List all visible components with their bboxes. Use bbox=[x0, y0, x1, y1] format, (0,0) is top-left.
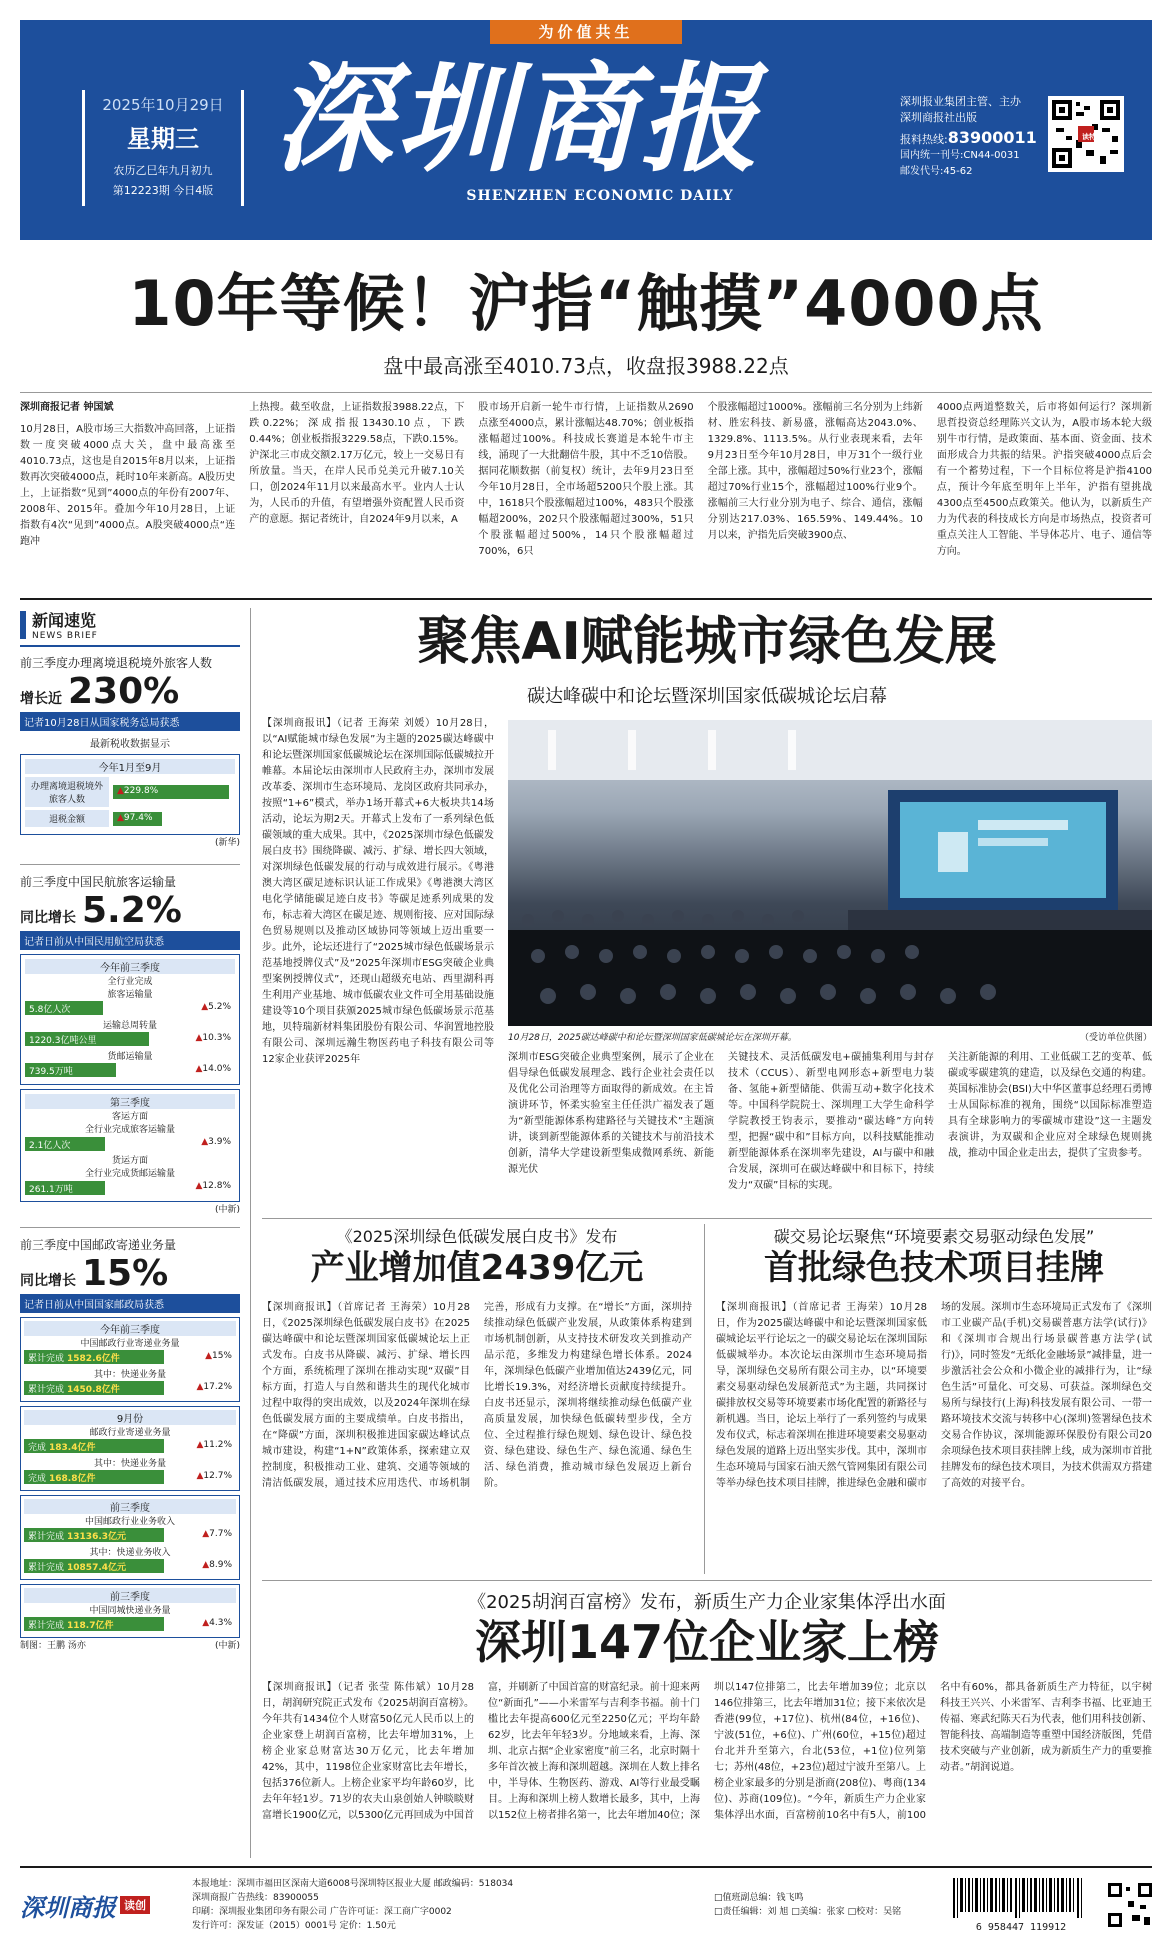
brief-1-subtitle: 最新税收数据显示 bbox=[90, 739, 170, 750]
white-headline: 产业增加值2439亿元 bbox=[310, 1248, 644, 1288]
footer-logo: 深圳商报 bbox=[20, 1892, 116, 1922]
rich-headline: 深圳147位企业家上榜 bbox=[474, 1615, 940, 1669]
footer-line-3: 印刷：深圳报业集团印务有限公司 广告许可证：深工商广字0002 bbox=[192, 1907, 452, 1917]
brief-1-growth-label: 增长近 bbox=[20, 691, 62, 707]
postal-code: 邮发代号:45-62 bbox=[900, 166, 973, 177]
ai-body-mid: 深圳市ESG突破企业典型案例，展示了企业在倡导绿色低碳发展理念、践行企业社会责任以及优化公司治理等方面取得的新成效。在主旨演讲环节，怀柔实验室主任任洪广福发表了题为“新型能源体系构建路径与关键技术”主题演讲，谈到新型能源体系的关键技术与前沿技术创新，清华大学建设新型集成微网系统、新能源光伏 bbox=[508, 1052, 714, 1175]
footer-mid bbox=[192, 1877, 702, 1933]
qr-tag: 读特 bbox=[1082, 133, 1096, 141]
brief-2-q3-title: 第三季度 bbox=[25, 1094, 235, 1109]
brief-2-credit: (中新) bbox=[214, 1205, 240, 1215]
brief-2-q1-title: 今年前三季度 bbox=[25, 959, 235, 974]
brief-3-box-3 bbox=[20, 1495, 240, 1580]
footer-logo-block bbox=[20, 1888, 180, 1923]
brief-2-row-label: 货邮运输量 bbox=[107, 1052, 153, 1062]
brief-3-q4-title: 前三季度 bbox=[24, 1588, 236, 1603]
brief-2-row3-pct: 12.8% bbox=[202, 1181, 231, 1191]
brief-2-sub3b: 全行业完成货邮运输量 bbox=[84, 1169, 175, 1179]
qr-code[interactable] bbox=[1048, 96, 1124, 172]
white-body: 【深圳商报讯】（首席记者 王海荣）10月28日，《2025深圳绿色低碳发展白皮书》在2025碳达峰碳中和论坛暨深圳国家低碳城论坛上正式发布。白皮书从降碳、减污、扩绿、增长四个方面，系统梳理了深圳在推动实现“双碳”目标方面，打造人与自然和谐共生的现代化城市过程中取得的突出成效，以及2024年深圳在绿色低碳发展方面的主要成绩单。白皮书指出，在“降碳”方面，深圳积极推进国家碳达峰试点城市建设，构建“1+N”政策体系，探索建立双控制度，积极推动工业、建筑、交通等领域的清洁低碳发展，通过技术应用迭代、市场机制完善，形成有力支撑。在“增长”方面，深圳持续推动绿色低碳产业发展，从政策体系构建到市场机制创新，从支持技术研发攻关到推动产品示范，多维发力构建绿色增长体系。2024年，深圳绿色低碳产业增加值达2439亿元，同比增长19.3%，对经济增长贡献度持续提升。白皮书还显示，深圳将继续推动绿色低碳产业高质量发展，加快绿色低碳转型步伐，全方位、全过程推行绿色规划、绿色设计、绿色投资、绿色建设、绿色生产、绿色流通、绿色生活、绿色消费，推动城市绿色发展迈上新台阶。 bbox=[262, 1302, 692, 1489]
barcode-icon bbox=[951, 1878, 1091, 1918]
brief-2-row-pct: ▲10.3% bbox=[195, 1033, 231, 1043]
brief-2-row-pct: ▲14.0% bbox=[195, 1064, 231, 1074]
rich-kicker: 《2025胡润百富榜》发布，新质生产力企业家集体浮出水面 bbox=[468, 1592, 946, 1613]
brief-1-head: 前三季度办理离境退税境外旅客人数 bbox=[20, 656, 213, 670]
brief-2-row-bar: 5.8亿人次 bbox=[25, 1001, 103, 1015]
brief-2-growth: 5.2% bbox=[82, 890, 182, 931]
brief-1-period: 今年1月至9月 bbox=[25, 759, 235, 774]
brief-1-row-label: 办理离境退税境外旅客人数 bbox=[25, 777, 109, 807]
brief-2-row-bar: 739.5万吨 bbox=[25, 1063, 116, 1077]
brief-3-growth: 15% bbox=[82, 1253, 169, 1294]
lead-body-1: 10月28日，A股市场三大指数冲高回落，上证指数一度突破4000点大关，盘中最高涨至4010.73点，这也是自2015年8月以来，上证指数再次突破4000点，耗时10年来新高。A股历史上，上证指数“见到”4000点的年份有2007年、2008年、2015年。叠加今年10月28日，上证指数有4次“见到”4000点。A股突破4000点“连跑冲 bbox=[20, 424, 236, 547]
brief-en: NEWS BRIEF bbox=[32, 631, 98, 641]
ai-body-mid2: 关键技术、灵活低碳发电+碳捕集利用与封存技术（CCUS）、新型电网形态+新型电力装备、氢能+新型储能、供需互动+数字化技术等。中国科学院院士、深圳理工大学生命科学学院教授王钧表示，要推动“碳达峰”方向转型，把握“碳中和”目标方向，以科技赋能推动新型能源体系在深圳率先建设，AI与碳中和融合发展，深圳可在碳达峰碳中和目标下，持续发力“双碳”目标的实现。 bbox=[728, 1052, 934, 1191]
ai-caption: 10月28日，2025碳达峰碳中和论坛暨深圳国家低碳城论坛在深圳开幕。 bbox=[508, 1033, 797, 1043]
footer bbox=[20, 1872, 1152, 1938]
brief-3-q1-title: 今年前三季度 bbox=[24, 1321, 236, 1336]
white-kicker: 《2025深圳绿色低碳发展白皮书》发布 bbox=[336, 1227, 618, 1246]
brief-1-credit: (新华) bbox=[214, 838, 240, 848]
brief-3-group-bar: 累计完成 1450.8亿件 bbox=[24, 1381, 164, 1395]
lead-headline: 10年等候！沪指“触摸”4000点 bbox=[128, 267, 1044, 340]
hotline-label: 报料热线: bbox=[900, 133, 948, 146]
barcode-block bbox=[946, 1878, 1096, 1933]
brief-2-growth-label: 同比增长 bbox=[20, 910, 76, 926]
brief-3-q3-title: 前三季度 bbox=[24, 1499, 236, 1514]
brief-2-row2-value: 2.1亿人次 bbox=[29, 1140, 71, 1151]
brief-3-group-title: 其中：快递业务收入 bbox=[89, 1548, 171, 1558]
brief-3-group-pct: ▲8.9% bbox=[202, 1560, 232, 1570]
cn-number: 国内统一刊号:CN44-0031 bbox=[900, 150, 1020, 161]
brief-2-row3-bar bbox=[25, 1181, 105, 1195]
lead-body-5: 4000点两道整数关，后市将如何运行？深圳新思哲投资总经理陈兴文认为，A股市场本轮大级别牛市行情，是政策面、基本面、资金面、技术面形成合力共振的结果。沪指突破4000点后会有一个蓄势过程，下一个目标位将是沪指4100点，预计今年底至明年上半年，沪指有望挑战4300点至4500点政策关。他认为，以新质生产力为代表的科技成长方向是市场热点，投资者可重点关注人工智能、半导体芯片、电子、通信等方向。 bbox=[936, 402, 1153, 557]
brief-3-group-pct: ▲17.2% bbox=[196, 1382, 232, 1392]
brief-3-group-bar: 完成 183.4亿件 bbox=[24, 1439, 164, 1453]
conference-hall-illustration bbox=[508, 720, 1152, 1026]
lead-body-4: 个股涨幅超过1000%。涨幅前三名分别为上纬新材、胜宏科技、新易盛，涨幅高达2043.0%、1329.8%、1113.5%。从行业表现来看，去年9月23日至今年10月28日，申万31个一级行业全部上涨。其中，涨幅超过50%行业23个，涨幅超过70%行业15个，涨幅超过100%行业9个。涨幅前三大行业分别为电子、综合、通信，涨幅分别达217.03%、165.59%、149.44%。10月以来，沪指先后突破3900点、 bbox=[707, 402, 923, 541]
publisher-2: 深圳商报社出版 bbox=[900, 111, 977, 124]
brief-3-group-bar: 完成 168.8亿件 bbox=[24, 1470, 164, 1484]
brief-1-growth: 230% bbox=[68, 671, 180, 712]
brief-1-box bbox=[20, 754, 240, 835]
brief-1-row-label: 退税金额 bbox=[25, 810, 109, 827]
brief-2-row-label: 运输总周转量 bbox=[102, 1021, 157, 1031]
lead-byline: 深圳商报记者 钟国斌 bbox=[20, 402, 114, 413]
brief-2-row2-bar bbox=[25, 1137, 105, 1151]
brief-3-group-bar: 累计完成 118.7亿件 bbox=[24, 1617, 164, 1631]
brief-3-sep-title: 9月份 bbox=[24, 1410, 236, 1425]
brief-3-growth-label: 同比增长 bbox=[20, 1273, 76, 1289]
brief-3-box-1 bbox=[20, 1317, 240, 1402]
lead-body-2: 上热搜。截至收盘，上证指数报3988.22点，下跌0.22%；深成指报13430.10点，下跌0.44%；创业板指报3229.58点，下跌0.15%。沪深北三市成交额2.17万亿元，较上一交易日有所放量。当天，在岸人民币兑美元升破7.10关口，创2024年11月以来最高水平。业内人士认为，人民币的升值，有望增强外资配置人民币资产的意愿。据记者统计，自2024年9月以来，A bbox=[249, 402, 465, 525]
lead-bottom-rule bbox=[20, 598, 1152, 600]
brief-2-row-bar: 1220.3亿吨公里 bbox=[25, 1032, 149, 1046]
lead-rule bbox=[20, 392, 1152, 393]
brief-title: 新闻速览 bbox=[32, 611, 97, 630]
brief-1-row bbox=[25, 810, 235, 827]
brief-2-row3-value: 261.1万吨 bbox=[29, 1184, 73, 1195]
brief-1-row-value: ▲229.8% bbox=[117, 786, 159, 796]
brief-3-head: 前三季度中国邮政寄递业务量 bbox=[20, 1238, 177, 1252]
up-arrow-icon: ▲ bbox=[201, 1137, 209, 1147]
brief-3-group-title: 其中：快递业务量 bbox=[93, 1459, 166, 1469]
brief-3-group-pct: ▲4.3% bbox=[202, 1618, 232, 1628]
rich-body: 【深圳商报讯】（记者 张莹 陈伟斌）10月28日，胡润研究院正式发布《2025胡润百富榜》。今年共有1434位个人财富50亿元人民币以上的企业家登上胡润百富榜，比去年增加31%，上榜企业家总财富达30万亿元，比去年增加42%，其中，1198位企业家财富比去年增长，包括376位新人。上榜企业家平均年龄60岁，比去年年轻1岁。71岁的农夫山泉创始人钟睒睒财富增长1900亿元，以5300亿元再回成为中国首富，并刷新了中国首富的财富纪录。前十迎来两位“新面孔”——小米雷军与吉利李书福。前十门槛比去年提高600亿元至2250亿元；平均年龄62岁，比去年年轻3岁。分地域来看，上海、深圳、北京占据“企业家密度”前三名，北京时隔十多年首次被上海和深圳超越。深圳在人数上排名中，半导体、生物医药、游戏、AI等行业最受瞩目。上海和深圳上榜人数增长最多，其中，上海以152位上榜者排名第一，比去年增加40位；深圳以147位排第二，比去年增加39位；北京以146位排第三，比去年增加31位；接下来依次是香港(99位，+17位)、杭州(84位，+16位)、宁波(51位，+6位)、广州(60位，+15位)超过台北并升至第六，台北(53位，+1位)位列第七；苏州(48位，+23位)超过宁波升至第八。上榜企业家最多的分别是浙商(208位)、粤商(134位)、苏商(109位)。“今年，新质生产力企业家集体浮出水面，百富榜前10名中有5人，前100名中有60%，都具备新质生产力特征，以宇树科技王兴兴、小米雷军、吉利李书福、比亚迪王传福、寒武纪陈天石为代表，他们用科技创新、智能科技、高端制造等重塑中国经济版图，凭借技术突破与产业创新，成为新质生产力的重要推动者。”胡润说道。 bbox=[262, 1682, 1152, 1821]
brief-3-group-pct: ▲11.2% bbox=[196, 1440, 232, 1450]
brief-2-row-pct: ▲5.2% bbox=[201, 1002, 231, 1012]
news-brief bbox=[20, 608, 240, 1858]
brief-2-q1-sub: 全行业完成 bbox=[107, 977, 153, 987]
section-divider-v bbox=[704, 1224, 705, 1574]
masthead bbox=[20, 20, 1152, 240]
date-block bbox=[82, 90, 244, 206]
newspaper-english: SHENZHEN ECONOMIC DAILY bbox=[466, 188, 734, 204]
brief-marker bbox=[20, 611, 26, 639]
issue-number: 第12223期 今日4版 bbox=[112, 184, 214, 197]
brief-2-box-b bbox=[20, 1089, 240, 1202]
weekday: 星期三 bbox=[127, 125, 199, 153]
masthead-slogan: 为价值共生 bbox=[538, 23, 634, 41]
publisher-1: 深圳报业集团主管、主办 bbox=[900, 95, 1021, 108]
hotline: 83900011 bbox=[947, 128, 1037, 147]
brief-3-source: 记者日前从中国国家邮政局获悉 bbox=[20, 1294, 240, 1313]
lead-subhead: 盘中最高涨至4010.73点，收盘报3988.22点 bbox=[383, 354, 789, 378]
brief-3-group-pct: ▲12.7% bbox=[196, 1471, 232, 1481]
brief-2-row-label: 旅客运输量 bbox=[107, 990, 153, 1000]
lunar-date: 农历乙巳年九月初九 bbox=[113, 164, 213, 177]
footer-qr-icon bbox=[1108, 1883, 1152, 1927]
ai-photo-caption bbox=[508, 1030, 1152, 1043]
footer-line-4: 发行许可：深发证（2015）0001号 定价：1.50元 bbox=[192, 1921, 396, 1931]
section-rule-1 bbox=[262, 1218, 1152, 1219]
lead-col-1 bbox=[20, 400, 235, 592]
brief-3-maker: 制图：王鹏 汤亦 bbox=[20, 1641, 86, 1651]
footer-right-1: □值班副总编：钱飞鸣 bbox=[714, 1893, 804, 1903]
brief-1-row-value: ▲97.4% bbox=[117, 812, 153, 823]
brief-3-group-bar: 累计完成 13136.3亿元 bbox=[24, 1528, 164, 1542]
brief-2-row2-pct: 3.9% bbox=[208, 1137, 231, 1147]
carbon-body: 【深圳商报讯】（首席记者 王海荣）10月28日，作为2025碳达峰碳中和论坛暨深圳国家低碳城论坛平行论坛之一的碳交易论坛在深圳国际低碳城举办。本次论坛由深圳市生态环境局指导，深圳绿色交易所有限公司主办，以“环境要素交易驱动绿色发展新范式”为主题，共同探讨碳排放权交易等环境要素市场化配置的新路径与新机遇。当日，论坛上举行了一系列签约与成果发布仪式，标志着深圳在推进环境要素交易驱动绿色发展的道路上迈出坚实步伐。其中，深圳市生态环境局与国家石油天然气管网集团有限公司等举办绿色技术项目挂牌，推进绿色金融和碳市场的发展。深圳市生态环境局正式发布了《深圳市工业碳产品(手机)交易碳普惠方法学(试行)》和《深圳市合规出行场景碳普惠方法学(试行)》，同时签发“无纸化金融场景”减排量，进一步激活社会公众和小微企业的减排行为，让“绿色生活”可量化、可交易、可获益。深圳绿色交易所与绿技行(上海)科技发展有限公司、一带一路环境技术交流与转移中心(深圳)签署绿色技术交易合作协议，深圳能源环保股份有限公司20余项绿色技术项目获挂牌上线，成为深圳市首批挂牌发布的绿色技术项目，为技术供需双方搭建了高效的对接平台。 bbox=[716, 1302, 1152, 1489]
brief-3-box-2 bbox=[20, 1406, 240, 1491]
carbon-headline: 首批绿色技术项目挂牌 bbox=[764, 1248, 1104, 1288]
brief-2-box bbox=[20, 954, 240, 1085]
date: 2025年10月29日 bbox=[102, 96, 224, 114]
brief-3-group-title: 中国邮政行业业务收入 bbox=[84, 1517, 175, 1527]
brief-1-row bbox=[25, 777, 235, 807]
up-arrow-icon: ▲ bbox=[195, 1181, 203, 1191]
ai-headline: 聚焦AI赋能城市绿色发展 bbox=[417, 612, 997, 672]
brief-3-group-pct: ▲15% bbox=[205, 1351, 232, 1361]
brief-item-3 bbox=[20, 1227, 240, 1651]
newspaper-title: 深圳商报 bbox=[274, 49, 763, 188]
brief-2-sub2: 客运方面 bbox=[111, 1112, 148, 1122]
sidebar-divider bbox=[250, 608, 251, 1858]
footer-rule bbox=[20, 1866, 1152, 1868]
brief-2-sub3: 货运方面 bbox=[111, 1156, 148, 1166]
footer-line-2: 深圳商报广告热线：83900055 bbox=[192, 1893, 319, 1903]
lead-columns bbox=[20, 400, 1152, 592]
brief-item-2 bbox=[20, 864, 240, 1215]
brief-3-box-4 bbox=[20, 1584, 240, 1638]
footer-right bbox=[714, 1891, 934, 1919]
brief-3-group-title: 中国同城快递业务量 bbox=[89, 1606, 171, 1616]
footer-qr[interactable] bbox=[1108, 1883, 1152, 1927]
barcode-number: 6 958447 119912 bbox=[975, 1921, 1067, 1933]
brief-3-group-title: 邮政行业寄递业务量 bbox=[89, 1428, 171, 1438]
masthead-slogan-bar bbox=[490, 20, 682, 44]
brief-2-head: 前三季度中国民航旅客运输量 bbox=[20, 875, 177, 889]
brief-3-credit: (中新) bbox=[214, 1641, 240, 1651]
brief-3-group-title: 其中：快递业务量 bbox=[93, 1370, 166, 1380]
footer-logo-tag: 读创 bbox=[120, 1896, 150, 1914]
footer-right-2: □责任编辑：刘 旭 □美编：张家 □校对：吴铭 bbox=[714, 1907, 902, 1917]
lead-body-3: 股市场开启新一轮牛市行情，上证指数从2690点涨至4000点，累计涨幅达48.70%；创业板指涨幅超过100%。科技成长赛道是本轮牛市主线，涌现了一大批翻倍牛股，其中不乏10倍股。据同花顺数据（前复权）统计，去年9月23日至今年10月28日，全市场超5200只个股上涨。其中，1618只个股涨幅超过100%，483只个股涨幅超200%，202只个股涨幅超过300%，51只个股涨幅超过500%，14只个股涨幅超过700%，6只 bbox=[478, 402, 694, 557]
brief-1-source: 记者10月28日从国家税务总局获悉 bbox=[20, 712, 240, 731]
section-rule-2 bbox=[262, 1580, 1152, 1581]
ai-photo-credit: （受访单位供图） bbox=[1079, 1033, 1152, 1043]
brief-2-source: 记者日前从中国民用航空局获悉 bbox=[20, 931, 240, 950]
brief-3-group-bar: 累计完成 10857.4亿元 bbox=[24, 1559, 164, 1573]
brief-3-group-title: 中国邮政行业寄递业务量 bbox=[80, 1339, 180, 1349]
ai-photo bbox=[508, 720, 1152, 1026]
footer-line-1: 本报地址：深圳市福田区深南大道6008号深圳特区报业大厦 邮政编码：518034 bbox=[192, 1879, 514, 1889]
masthead-info bbox=[900, 94, 1040, 180]
ai-body-right: 关注新能源的利用、工业低碳工艺的变革、低碳或零碳建筑的建造，以及绿色交通的构建。英国标准协会(BSI)大中华区董事总经理石勇博士从国际标准的视角，围绕“以国际标准塑造具有全球影响力的零碳城市建设”这一主题发表演讲，为双碳和企业应对全球绿色规则挑战，推动中国企业走出去，提供了宝贵参考。 bbox=[948, 1052, 1152, 1159]
brief-item-1 bbox=[20, 655, 240, 848]
ai-subhead: 碳达峰碳中和论坛暨深圳国家低碳城论坛启幕 bbox=[527, 686, 887, 707]
brief-3-group-bar: 累计完成 1582.6亿件 bbox=[24, 1350, 164, 1364]
brief-header bbox=[20, 608, 240, 647]
brief-3-group-pct: ▲7.7% bbox=[202, 1529, 232, 1539]
carbon-kicker: 碳交易论坛聚焦“环境要素交易驱动绿色发展” bbox=[773, 1227, 1095, 1246]
ai-body-left: 【深圳商报讯】（记者 王海荣 刘媛）10月28日，以“AI赋能城市绿色发展”为主题的2025碳达峰碳中和论坛暨深圳国家低碳城论坛在深圳国际低碳城拉开帷幕。本届论坛由深圳市人民政府主办，深圳市发展改革委、深圳市生态环境局、龙岗区政府共同承办，按照“1+6”模式，举办1场开幕式+6大板块共14场活动，论坛为期2天。开幕式上发布了一系列绿色低碳领域的重大成果。其中，《2025深圳市绿色低碳发展白皮书》围绕降碳、减污、扩绿、增长四大领域，对深圳绿色低碳发展的行动与成效进行展示。《粤港澳大湾区碳足迹标识认证工作成果》《粤港澳大湾区电化学储能碳足迹白皮书》等碳足迹系列成果的发布，标志着大湾区在碳足迹、规则衔接、应对国际绿色贸易规则以及推动区域协同等领域上迈出重要一步。此外，论坛还进行了“2025城市绿色低碳场景示范基地授牌仪式”及“2025年深圳市ESG突破企业典型案例授牌仪式”，还现山超级充电站、西里湖科再生利用产业基地、城市低碳农业文件可全用基础设施建设等10个项目获颁2025城市绿色低碳场景示范基地，贝特瑞新材料集团股份有限公司、华润置地控股有限公司、深圳远瀚生物医药电子科技有限公司等12家企业获评2025年 bbox=[262, 718, 494, 1065]
brief-2-sub2b: 全行业完成旅客运输量 bbox=[84, 1125, 175, 1135]
